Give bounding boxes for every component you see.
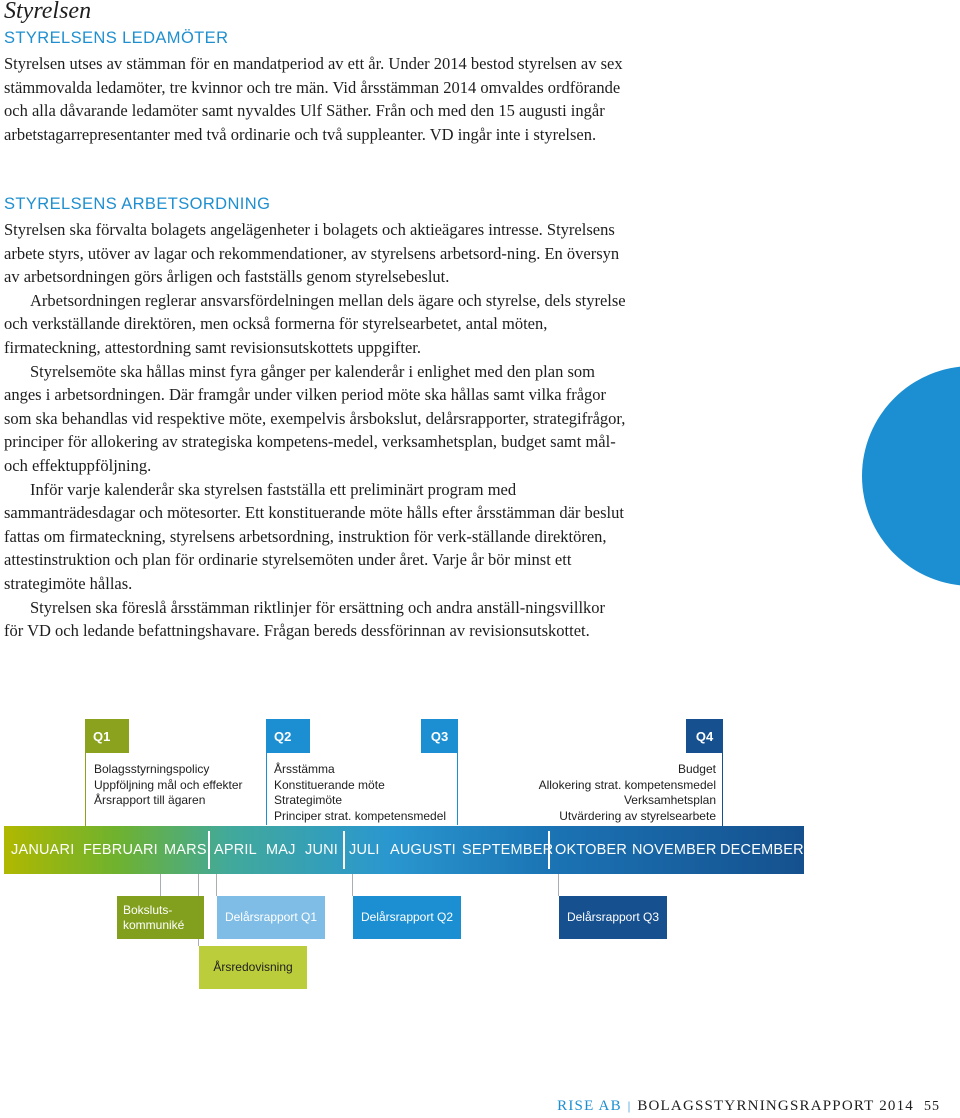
month-december: DECEMBER: [720, 842, 804, 858]
report-delarsrapport-q3: Delårsrapport Q3: [559, 896, 667, 939]
connector-line: [160, 874, 161, 896]
quarter-q1-label: Q1: [93, 728, 111, 744]
section-body-ledamoter: [4, 52, 626, 146]
report-delarsrapport-q1: Delårsrapport Q1: [217, 896, 325, 939]
list-item: Budget: [677, 762, 716, 776]
list-item: Årsrapport till ägaren: [94, 793, 206, 807]
quarter-q4-line: [722, 753, 723, 826]
quarter-q2-box: [266, 719, 310, 753]
connector-line: [352, 874, 353, 896]
month-april: APRIL: [214, 842, 257, 858]
month-juni: JUNI: [305, 842, 339, 858]
paragraph: Styrelsen ska förvalta bolagets angelägenheter i bolagets och aktieägares intresse. Styrelsens arbete styrs, utöver av lagar och rekommendationer, av styrelsens arbetsord-ning. En översyn av arbetsordningen görs årligen och fastställs genom styrelsebeslut.: [4, 220, 620, 287]
quarter-q3-box: [421, 719, 458, 753]
list-item: Konstituerande möte: [274, 777, 385, 792]
quarter-q1-items: [94, 762, 243, 809]
report-arsredovisning: Årsredovisning: [199, 946, 307, 989]
list-item: Principer strat. kompetensmedel: [274, 808, 447, 823]
footer-company: RISE AB: [557, 1098, 622, 1114]
quarter-q2-items: [274, 762, 446, 824]
paragraph: Inför varje kalenderår ska styrelsen fastställa ett preliminärt program med sammanträdesdagar och mötesorter. Ett konstituerande möte hålls efter årsstämman där beslut fattas om firmateckning, styrelsens arbetsordning, instruktion för verk-ställande direktören, attestinstruktion och plan för ordinarie styrelsemöten under året. Varje år bör minst ett strategimöte hållas.: [4, 479, 624, 593]
decorative-blue-circle: [862, 366, 960, 586]
quarter-q4-box: [686, 719, 723, 753]
month-oktober: OKTOBER: [555, 842, 628, 858]
month-september: SEPTEMBER: [462, 842, 554, 858]
footer-document-title: BOLAGSSTYRNINGSRAPPORT 2014: [637, 1098, 914, 1114]
quarter-q3-label: Q3: [430, 728, 449, 744]
connector-line: [216, 874, 217, 896]
report-delarsrapport-q2: Delårsrapport Q2: [353, 896, 461, 939]
list-item: Uppföljning mål och effekter: [94, 777, 243, 792]
quarter-separator: [343, 831, 345, 869]
section-body-arbetsordning: [4, 218, 626, 643]
section-heading-ledamoter: STYRELSENS LEDAMÖTER: [4, 29, 229, 47]
quarter-q1-box: [85, 719, 129, 753]
month-mars: MARS: [164, 842, 207, 858]
month-november: NOVEMBER: [632, 842, 717, 858]
month-juli: JULI: [349, 842, 380, 858]
quarter-separator: [208, 831, 210, 869]
quarter-q2-label: Q2: [274, 728, 292, 744]
section-heading-arbetsordning: STYRELSENS ARBETSORDNING: [4, 195, 271, 213]
report-bokslutskommunike: Boksluts- kommuniké: [117, 896, 204, 939]
list-item: Årsstämma: [274, 762, 335, 776]
quarter-q1-line: [85, 753, 86, 826]
page-title: Styrelsen: [4, 0, 92, 24]
page-number: 55: [924, 1099, 940, 1114]
paragraph: Styrelsen utses av stämman för en mandatperiod av ett år. Under 2014 bestod styrelsen av sex stämmovalda ledamöter, tre kvinnor och tre män. Vid årsstämman 2014 omvaldes ordförande och alla dåvarande ledamöter samt nyvaldes Ulf Säther. Från och med den 15 augusti ingår arbetstagarrepresentanter med två ordinarie och två suppleanter. VD ingår inte i styrelsen.: [4, 54, 623, 144]
quarter-q4-items: [480, 762, 716, 824]
list-item: Verksamhetsplan: [623, 793, 716, 807]
page-footer: [557, 1098, 940, 1115]
quarter-q4-label: Q4: [695, 728, 714, 744]
paragraph: Styrelsen ska föreslå årsstämman riktlinjer för ersättning och andra anställ-ningsvillkor för VD och ledande befattningshavare. Frågan bereds dessförinnan av revisionsutskottet.: [4, 597, 606, 641]
paragraph: Arbetsordningen reglerar ansvarsfördelningen mellan dels ägare och styrelse, dels styrelse och verkställande direktören, men också formerna för styrelsearbetet, antal möten, firmateckning, attestordning samt revisionsutskottets uppgifter.: [4, 290, 626, 357]
list-item: Allokering strat. kompetensmedel: [538, 777, 716, 792]
footer-separator: |: [627, 1099, 632, 1113]
month-januari: JANUARI: [11, 842, 75, 858]
list-item: Strategimöte: [274, 793, 343, 807]
connector-line: [558, 874, 559, 896]
list-item: Utvärdering av styrelsearbete: [559, 808, 716, 823]
paragraph: Styrelsemöte ska hållas minst fyra gånger per kalenderår i enlighet med den plan som anges i arbetsordningen. Där framgår under vilken period möte ska hållas samt vilka frågor som ska behandlas vid respektive möte, exempelvis årsbokslut, delårsrapporter, strategifrågor, principer för allokering av strategiska kompetens-medel, verksamhetsplan, budget samt mål- och effektuppföljning.: [4, 361, 626, 475]
list-item: Bolagsstyrningspolicy: [94, 762, 210, 776]
month-augusti: AUGUSTI: [390, 842, 456, 858]
month-maj: MAJ: [266, 842, 296, 858]
month-februari: FEBRUARI: [83, 842, 158, 858]
